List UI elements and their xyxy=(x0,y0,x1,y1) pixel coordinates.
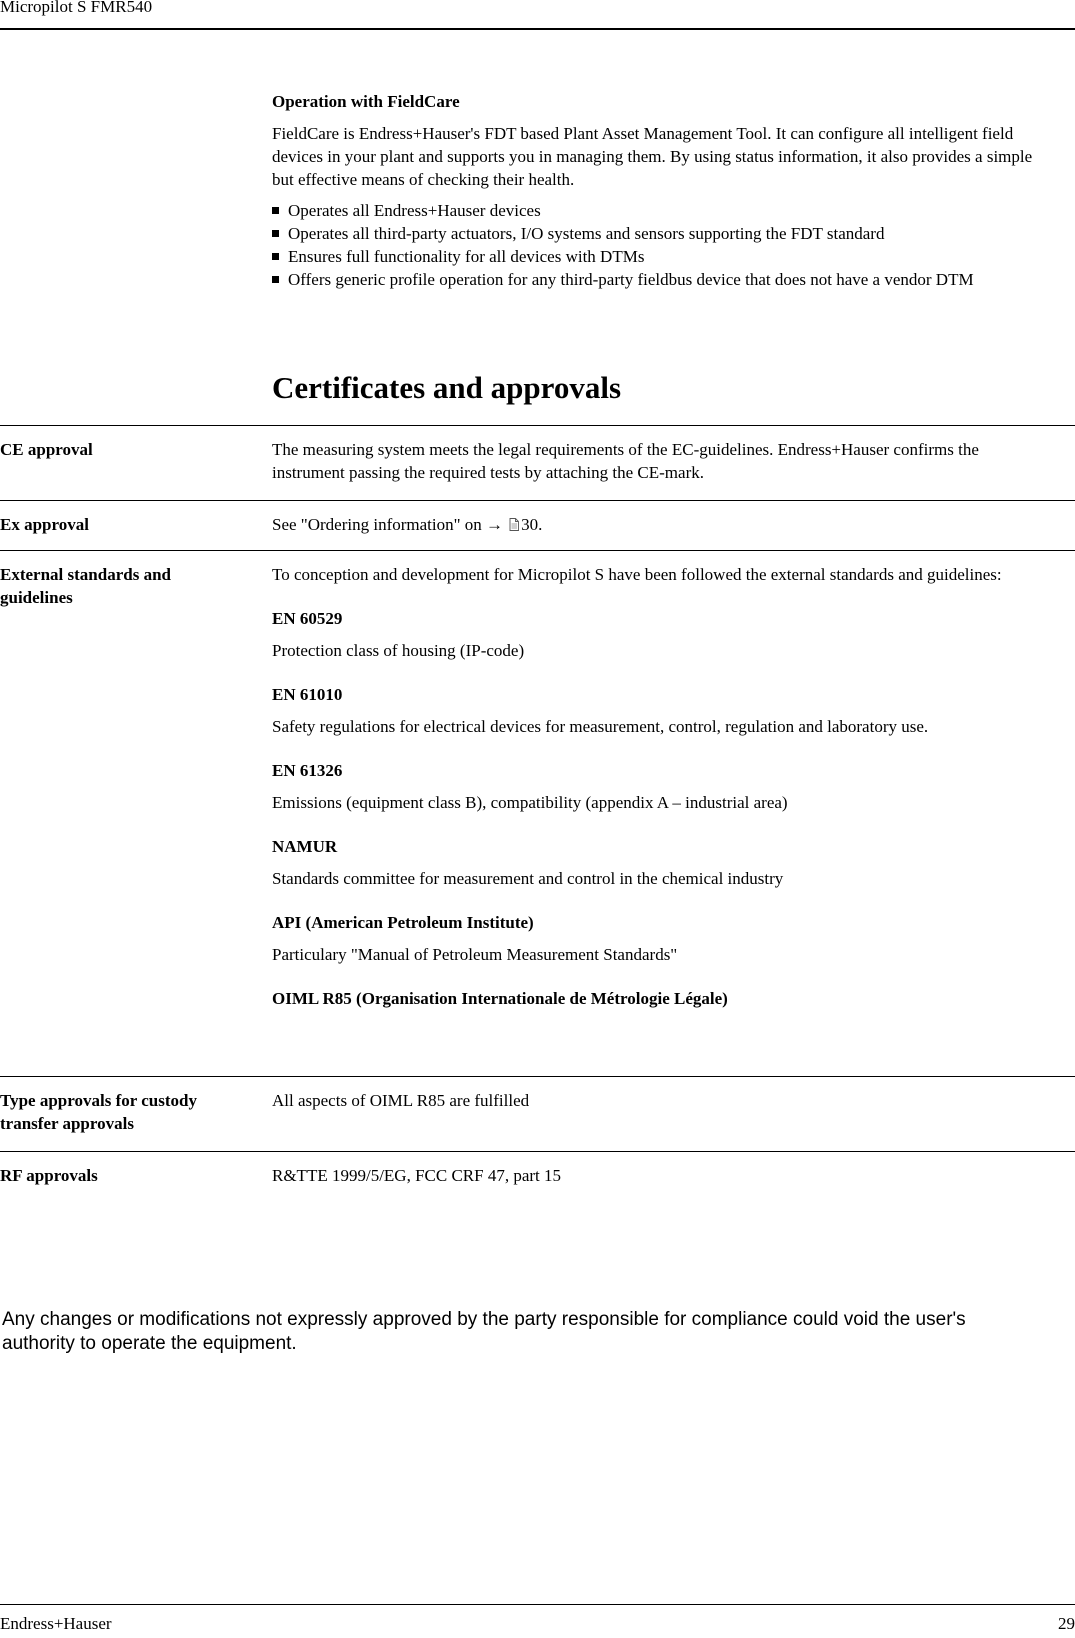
row-label: External standards and guidelines xyxy=(0,565,171,607)
standard-description: Standards committee for measurement and control in the chemical industry xyxy=(272,869,784,888)
standard-title: OIML R85 (Organisation Internationale de Métrologie Légale) xyxy=(272,989,728,1008)
rf-approvals-row xyxy=(0,1151,1075,1211)
list-item: Ensures full functionality for all devices with DTMs xyxy=(272,245,1072,268)
row-content: See "Ordering information" on → 30. xyxy=(272,515,543,534)
standard-description: Safety regulations for electrical devices for measurement, control, regulation and laboratory use. xyxy=(272,717,929,736)
paragraph-line: devices in your plant and supports you in managing them. By using status information, it also provides a simple xyxy=(272,147,1033,166)
standards-intro: To conception and development for Micropilot S have been followed the external standards and guidelines: xyxy=(272,565,1002,584)
ce-approval-row xyxy=(0,425,1075,500)
external-standards-row xyxy=(0,550,1075,1076)
list-item: Operates all third-party actuators, I/O systems and sensors supporting the FDT standard xyxy=(272,222,1072,245)
bullet-square-icon xyxy=(272,253,279,260)
page-header xyxy=(0,0,1075,30)
fieldcare-paragraph xyxy=(272,122,1072,191)
standard-description: Protection class of housing (IP-code) xyxy=(272,641,525,660)
paragraph-line: but effective means of checking their health. xyxy=(272,170,575,189)
row-content: All aspects of OIML R85 are fulfilled xyxy=(272,1091,530,1110)
standard-title: EN 61010 xyxy=(272,685,343,704)
fieldcare-section xyxy=(272,92,1072,291)
row-label: Type approvals for custody transfer approvals xyxy=(0,1091,197,1133)
standard-title: EN 60529 xyxy=(272,609,343,628)
list-item: Operates all Endress+Hauser devices xyxy=(272,199,1072,222)
page-number: 29 xyxy=(1058,1614,1075,1633)
list-item: Offers generic profile operation for any third-party fieldbus device that does not have a vendor DTM xyxy=(272,268,1072,291)
document-title: Micropilot S FMR540 xyxy=(0,0,153,16)
bullet-square-icon xyxy=(272,276,279,283)
standard-title: EN 61326 xyxy=(272,761,343,780)
page-footer xyxy=(0,1604,1075,1638)
bullet-square-icon xyxy=(272,230,279,237)
type-approvals-row xyxy=(0,1076,1075,1151)
footer-company: Endress+Hauser xyxy=(0,1614,112,1633)
row-label: RF approvals xyxy=(0,1166,98,1185)
standard-description: Particulary "Manual of Petroleum Measurement Standards" xyxy=(272,945,678,964)
section-title: Certificates and approvals xyxy=(272,370,622,405)
row-content: R&TTE 1999/5/EG, FCC CRF 47, part 15 xyxy=(272,1166,562,1185)
standard-title: API (American Petroleum Institute) xyxy=(272,913,534,932)
ex-approval-row xyxy=(0,500,1075,550)
row-label: Ex approval xyxy=(0,515,89,534)
row-content: The measuring system meets the legal requirements of the EC-guidelines. Endress+Hauser confirms the instrument passing the required tests by attaching the CE-mark. xyxy=(272,440,979,482)
compliance-notice: Any changes or modifications not expressly approved by the party responsible for compliance could void the user's authority to operate the equipment. xyxy=(2,1309,966,1354)
standard-title: NAMUR xyxy=(272,837,338,856)
standard-description: Emissions (equipment class B), compatibility (appendix A – industrial area) xyxy=(272,793,788,812)
paragraph-line: FieldCare is Endress+Hauser's FDT based Plant Asset Management Tool. It can configure all intelligent field xyxy=(272,124,1014,143)
fieldcare-bullet-list xyxy=(272,199,1072,291)
bullet-square-icon xyxy=(272,207,279,214)
page-reference-link[interactable]: 30. xyxy=(521,515,543,534)
fieldcare-heading: Operation with FieldCare xyxy=(272,92,460,111)
row-content xyxy=(272,563,1072,1010)
row-label: CE approval xyxy=(0,440,93,459)
page-reference-icon xyxy=(509,518,519,531)
